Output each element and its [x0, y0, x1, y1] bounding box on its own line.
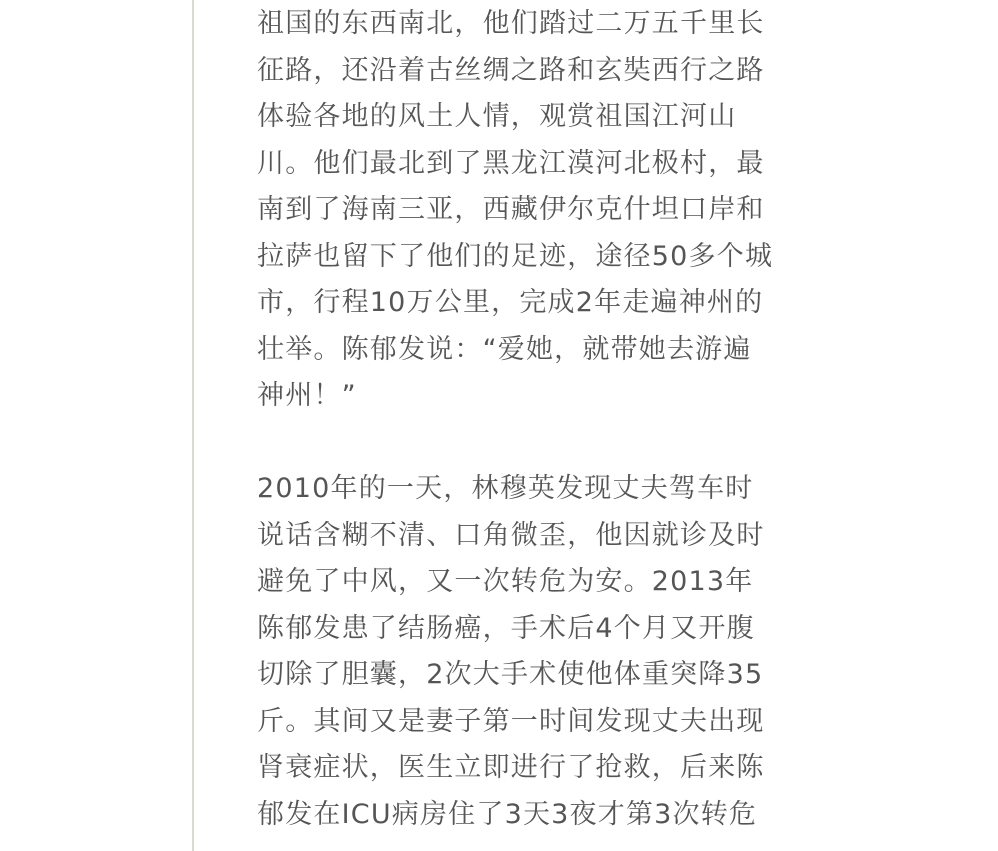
paragraph-1 — [257, 1, 817, 420]
text-line: 市，行程10万公里，完成2年走遍神州的 — [257, 287, 764, 318]
text-line: 陈郁发患了结肠癌，手术后4个月又开腹 — [257, 612, 755, 644]
text-line: 拉萨也留下了他们的足迹，途径50多个城 — [257, 240, 774, 272]
text-line: 征路，还沿着古丝绸之路和玄奘西行之路 — [257, 54, 765, 86]
text-line: 2010年的一天，林穆英发现丈夫驾车时 — [257, 473, 754, 504]
text-line: 南到了海南三亚，西藏伊尔克什坦口岸和 — [257, 194, 765, 225]
text-line: 祖国的东西南北，他们踏过二万五千里长 — [257, 8, 765, 39]
text-line: 肾衰症状，医生立即进行了抢救，后来陈 — [257, 752, 765, 783]
text-line: 说话含糊不清、口角微歪，他因就诊及时 — [257, 519, 765, 551]
text-line: 体验各地的风土人情，观赏祖国江河山 — [257, 101, 737, 132]
text-line: 郁发在ICU病房住了3天3夜才第3次转危 — [257, 798, 758, 830]
text-line: 川。他们最北到了黑龙江漠河北极村，最 — [257, 147, 765, 179]
text-line: 神州！” — [257, 380, 357, 411]
text-line: 壮举。陈郁发说：“爱她，就带她去游遍 — [257, 333, 752, 365]
article-body — [257, 0, 817, 838]
text-line: 避免了中风，又一次转危为安。2013年 — [257, 566, 754, 597]
left-border-rule — [192, 0, 194, 851]
paragraph-spacer — [257, 420, 817, 467]
paragraph-2 — [257, 466, 817, 838]
text-line: 切除了胆囊，2次大手术使他体重突降35 — [257, 659, 764, 690]
text-line: 斤。其间又是妻子第一时间发现丈夫出现 — [257, 705, 765, 737]
